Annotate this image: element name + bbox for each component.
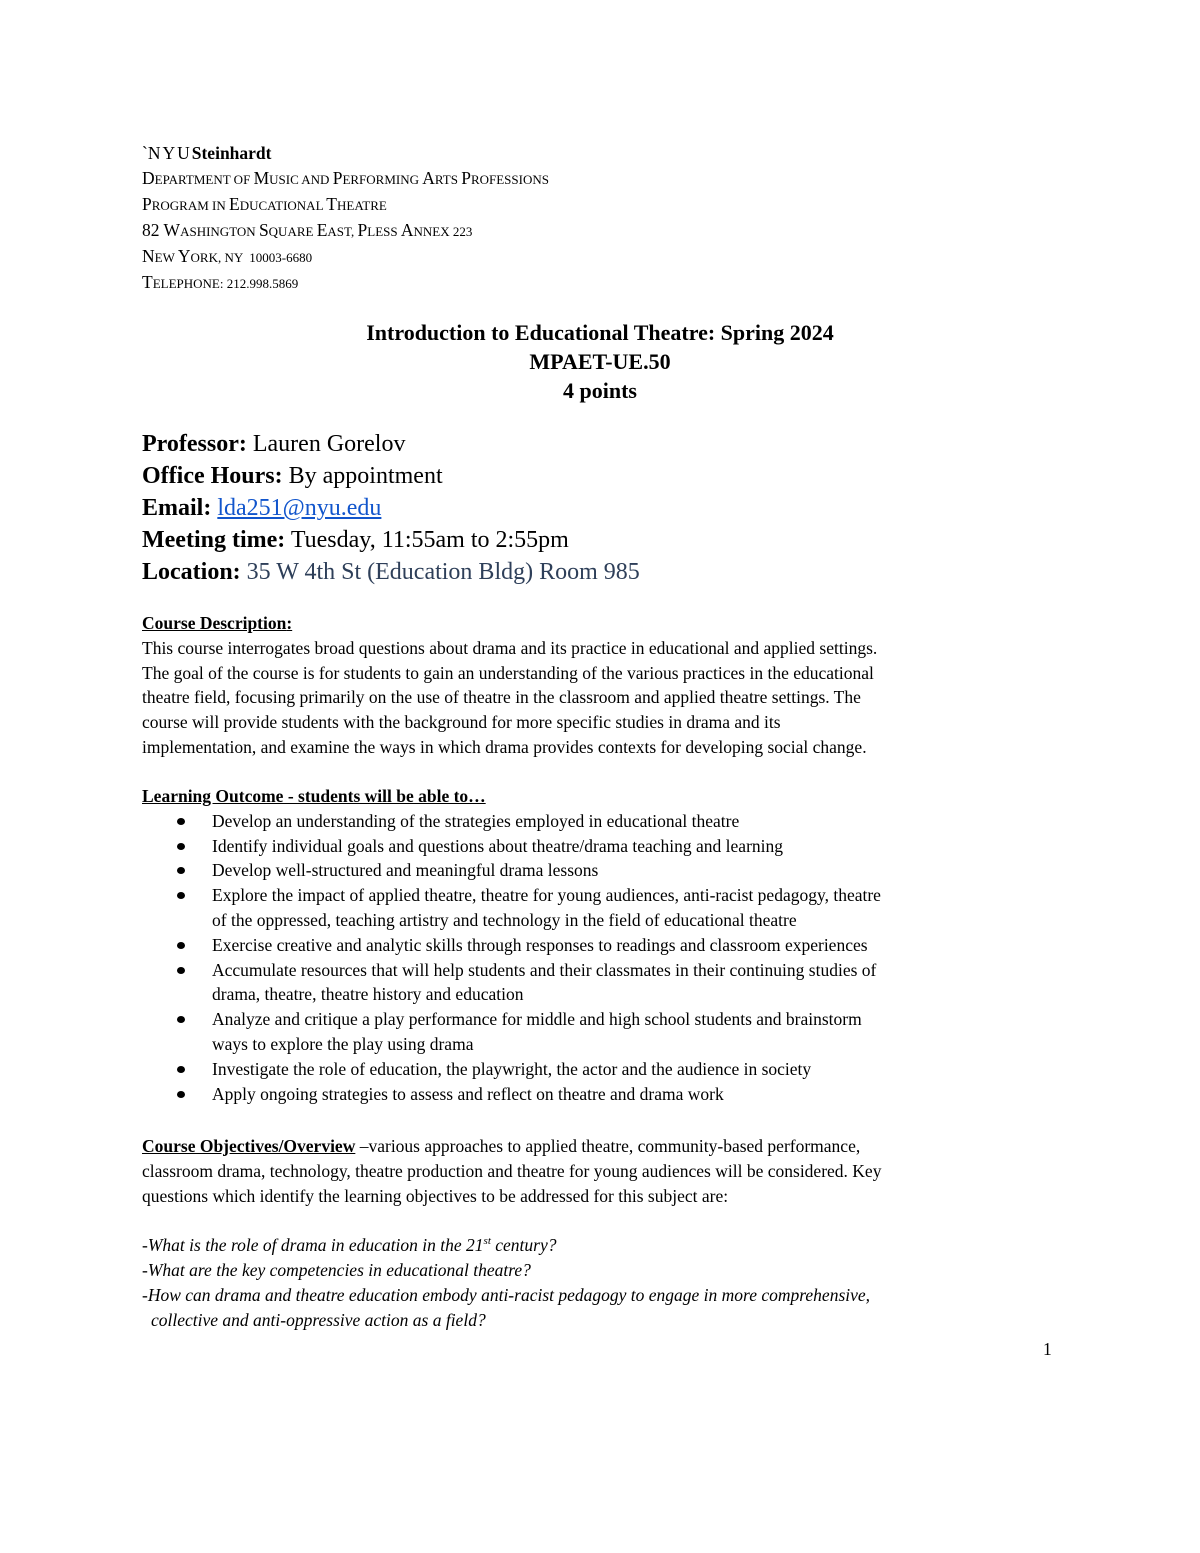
list-item [142, 858, 1062, 883]
paragraph-line: questions which identify the learning objectives to be addressed for this subject are: [142, 1185, 729, 1206]
letterhead-cap: P [357, 220, 368, 240]
letterhead-smallcaps: ROFESSIONS [470, 172, 549, 187]
letterhead-smallcaps: ERFORMING [342, 172, 423, 187]
question-2: -What are the key competencies in educational theatre? [142, 1259, 531, 1280]
objectives-intro: –various approaches to applied theatre, community-based performance, [355, 1136, 861, 1156]
list-item [142, 933, 1062, 958]
list-item-text: Investigate the role of education, the playwright, the actor and the audience in society [212, 1058, 812, 1079]
letterhead-smallcaps: ASHINGTON [180, 224, 259, 239]
question-3-continued: collective and anti-oppressive action as a field? [151, 1309, 486, 1330]
letterhead-line [142, 166, 549, 192]
course-description-heading-row [142, 611, 1062, 636]
course-title-block [0, 318, 1200, 405]
bullet-icon [177, 1066, 185, 1073]
list-item-text: Apply ongoing strategies to assess and reflect on theatre and drama work [212, 1083, 724, 1104]
letterhead-smallcaps: ORK, NY 10003-6680 [190, 250, 313, 265]
letterhead-smallcaps: LESS [367, 224, 401, 239]
paragraph-line: course will provide students with the background for more specific studies in drama and its [142, 712, 781, 733]
course-objectives-heading: Course Objectives/Overview [142, 1136, 356, 1156]
letterhead-line [142, 270, 549, 296]
letterhead-smallcaps: ROGRAM IN [151, 198, 230, 213]
bullet-icon [177, 892, 185, 899]
list-item-text: Accumulate resources that will help students and their classmates in their continuing studies of [212, 959, 877, 980]
paragraph-line: implementation, and examine the ways in which drama provides contexts for developing social change. [142, 736, 867, 757]
meeting-time-label: Meeting time: [142, 527, 286, 553]
letterhead-cap: A [422, 168, 435, 188]
question-1-text: -What is the role of drama in education in the 21 [142, 1235, 484, 1256]
letterhead-smallcaps: EW [154, 250, 178, 265]
letterhead-cap: T [326, 194, 337, 214]
bullet-icon [177, 942, 185, 949]
course-info [142, 428, 640, 588]
letterhead-smallcaps: HEATRE [336, 198, 387, 213]
course-points: 4 points [563, 378, 637, 403]
letterhead-cap: E [316, 220, 328, 240]
email-link[interactable]: lda251@nyu.edu [217, 495, 382, 521]
letterhead-cap: T [142, 272, 153, 292]
letterhead-line [142, 244, 549, 270]
professor-label: Professor: [142, 431, 247, 457]
learning-outcomes-heading: Learning Outcome - students will be able to… [142, 786, 486, 806]
bullet-icon [177, 967, 185, 974]
learning-outcomes-list [142, 809, 1062, 1107]
list-item [142, 809, 1062, 834]
letterhead-cap: P [461, 168, 471, 188]
meeting-time-value: Tuesday, 11:55am to 2:55pm [285, 527, 569, 553]
question-1 [142, 1233, 1062, 1258]
letterhead-brand [142, 141, 549, 166]
brand-nyu: NYU [147, 143, 192, 163]
list-item-text: Develop an understanding of the strategies employed in educational theatre [212, 810, 740, 831]
email-row [142, 492, 640, 524]
office-hours-value: By appointment [282, 463, 443, 489]
paragraph-line: This course interrogates broad questions about drama and its practice in educational and applied settings. [142, 637, 878, 658]
list-item-text: Exercise creative and analytic skills through responses to readings and classroom experiences [212, 934, 868, 955]
office-hours-label: Office Hours: [142, 463, 283, 489]
letterhead-cap: A [400, 220, 414, 240]
bullet-icon [177, 1091, 185, 1098]
list-item-text: Analyze and critique a play performance for middle and high school students and brainstorm [212, 1009, 862, 1030]
course-objectives-section [142, 1134, 1062, 1332]
letterhead-line [142, 192, 549, 218]
letterhead-smallcaps: ELEPHONE: 212.998.5869 [152, 276, 299, 291]
paragraph-line: The goal of the course is for students to gain an understanding of the various practices in the educational [142, 662, 874, 683]
location-value: 35 W 4th St (Education Bldg) Room 985 [240, 559, 640, 585]
list-item-text: of the oppressed, teaching artistry and technology in the field of educational theatre [212, 909, 797, 930]
letterhead-line [142, 218, 549, 244]
letterhead-smallcaps: DUCATIONAL [239, 198, 327, 213]
list-item-text: ways to explore the play using drama [212, 1033, 474, 1054]
letterhead-address-lines [142, 166, 549, 296]
list-item [142, 1007, 1062, 1057]
letterhead-smallcaps: EPARTMENT OF [154, 172, 254, 187]
letterhead-smallcaps: RTS [434, 172, 462, 187]
course-description-section [142, 611, 1062, 760]
list-item-text: Identify individual goals and questions about theatre/drama teaching and learning [212, 835, 784, 856]
bullet-icon [177, 1016, 185, 1023]
professor-value: Lauren Gorelov [246, 431, 406, 457]
letterhead-cap: 82 W [142, 220, 181, 240]
learning-outcomes-section [142, 784, 1062, 1106]
list-item [142, 958, 1062, 1008]
brand-steinhardt: Steinhardt [191, 143, 272, 163]
letterhead-smallcaps: USIC AND [269, 172, 333, 187]
brand-prefix: ` [142, 143, 148, 163]
page-number: 1 [1043, 1339, 1052, 1359]
letterhead [142, 141, 549, 296]
letterhead-cap: D [142, 168, 155, 188]
location-label: Location: [142, 559, 241, 585]
list-item-text: drama, theatre, theatre history and education [212, 984, 524, 1005]
professor-row [142, 428, 640, 460]
letterhead-cap: S [258, 220, 269, 240]
objectives-first-line [142, 1134, 1062, 1159]
question-3: -How can drama and theatre education embody anti-racist pedagogy to engage in more comprehensive, [142, 1284, 871, 1305]
letterhead-cap: Y [177, 246, 191, 266]
letterhead-cap: P [142, 194, 152, 214]
paragraph-line: theatre field, focusing primarily on the use of theatre in the classroom and applied theatre settings. The [142, 687, 861, 708]
letterhead-cap: E [229, 194, 240, 214]
question-1-end: century? [490, 1235, 557, 1256]
office-hours-row [142, 460, 640, 492]
list-item [142, 1057, 1062, 1082]
paragraph-line: classroom drama, technology, theatre production and theatre for young audiences will be considered. Key [142, 1160, 882, 1181]
letterhead-smallcaps: AST, [327, 224, 358, 239]
letterhead-smallcaps: NNEX 223 [413, 224, 473, 239]
location-row [142, 556, 640, 588]
course-code: MPAET-UE.50 [529, 349, 671, 374]
list-item [142, 883, 1062, 933]
list-item-text: Develop well-structured and meaningful drama lessons [212, 860, 599, 881]
meeting-time-row [142, 524, 640, 556]
question-1-superscript: st [483, 1235, 491, 1248]
course-description-heading: Course Description [142, 613, 287, 633]
list-item-text: Explore the impact of applied theatre, theatre for young audiences, anti-racist pedagogy, theatre [212, 885, 881, 906]
letterhead-smallcaps: QUARE [268, 224, 317, 239]
letterhead-cap: N [142, 246, 155, 266]
bullet-icon [177, 867, 185, 874]
course-title: Introduction to Educational Theatre: Spring 2024 [366, 320, 834, 345]
email-label: Email: [142, 495, 212, 521]
letterhead-cap: M [253, 168, 270, 188]
bullet-icon [177, 843, 185, 850]
list-item [142, 1082, 1062, 1107]
letterhead-cap: P [332, 168, 343, 188]
list-item [142, 834, 1062, 859]
bullet-icon [177, 818, 185, 825]
course-description-colon: : [286, 613, 293, 633]
key-questions [142, 1233, 1062, 1332]
